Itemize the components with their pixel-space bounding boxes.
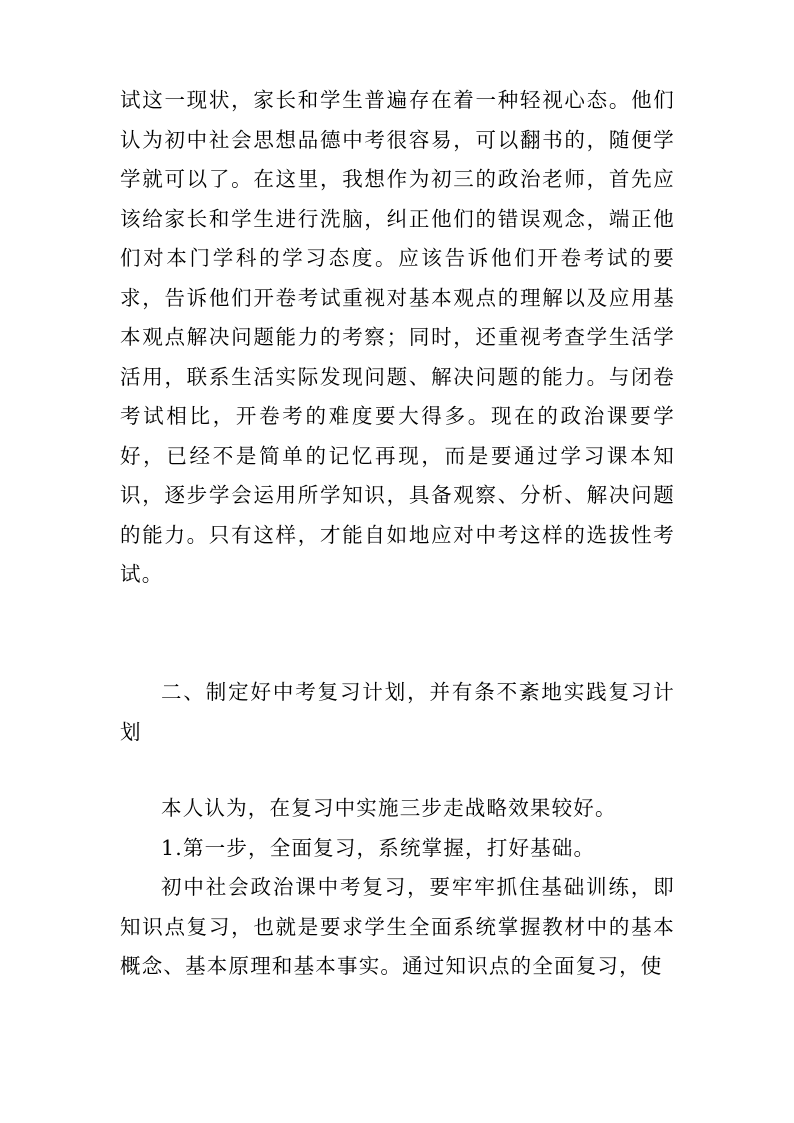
step-heading: 1.第一步，全面复习，系统掌握，打好基础。 — [161, 836, 596, 860]
body-paragraph: 试这一现状，家长和学生普遍存在着一种轻视心态。他们认为初中社会思想品德中考很容易，可以翻书的，随便学学就可以了。在这里，我想作为初三的政治老师，首先应该给家长和学生进行洗脑，纠正他们的错误观念，端正他们对本门学科的学习态度。应该告诉他们开卷考试的要求，告诉他们开卷考试重视对基本观点的理解以及应用基本观点解决问题能力的考察；同时，还重视考查学生活学活用，联系生活实际发现问题、解决问题的能力。与闭卷考试相比，开卷考的难度要大得多。现在的政治课要学好，已经不是简单的记忆再现，而是要通过学习课本知识，逐步学会运用所学知识，具备观察、分析、解决问题的能力。只有这样，才能自如地应对中考这样的选拔性考试。 — [120, 88, 675, 586]
body-paragraph: 初中社会政治课中考复习，要牢牢抓住基础训练，即知识点复习，也就是要求学生全面系统掌握教材中的基本概念、基本原理和基本事实。通过知识点的全面复习，使 — [120, 875, 675, 978]
section-heading: 二、制定好中考复习计划，并有条不紊地实践复习计划 — [120, 680, 675, 744]
body-paragraph: 本人认为，在复习中实施三步走战略效果较好。 — [161, 796, 617, 820]
